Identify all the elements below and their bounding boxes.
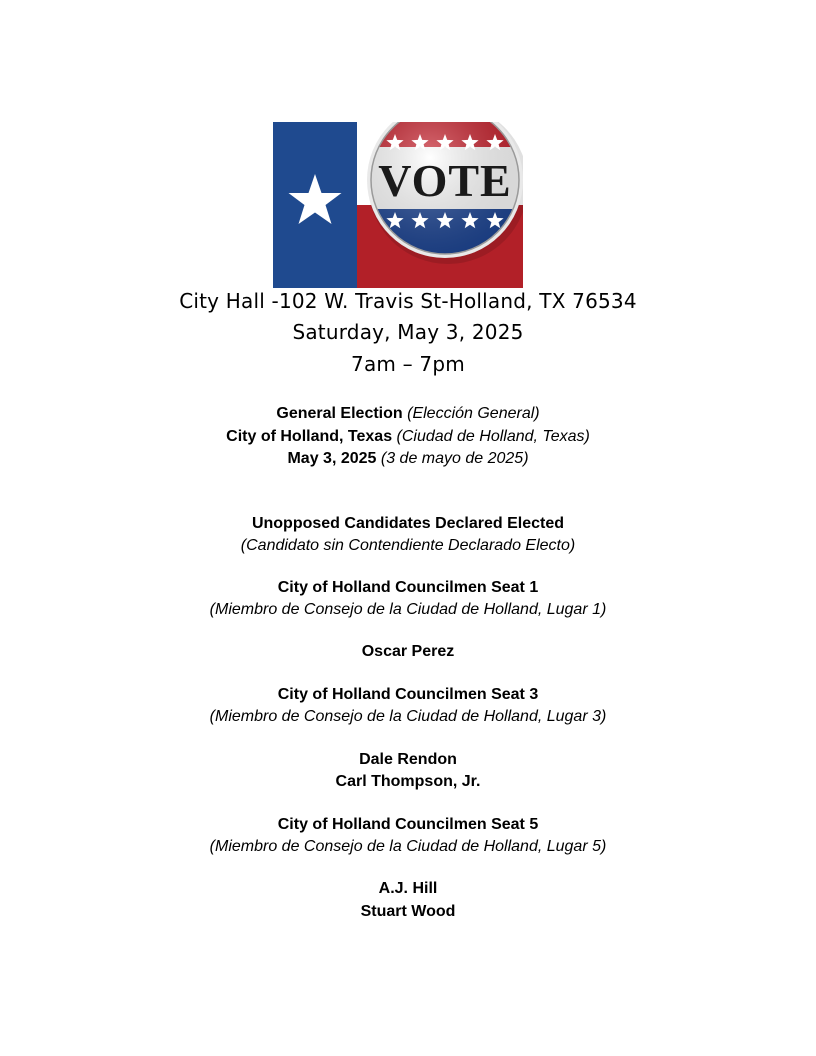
unopposed-title: Unopposed Candidates Declared Elected bbox=[251, 515, 565, 532]
seat-1-candidate: Oscar Perez bbox=[361, 643, 455, 660]
location-address: City Hall -102 W. Travis St-Holland, TX 76534 bbox=[179, 289, 637, 313]
texas-vote-logo bbox=[273, 122, 523, 288]
seat-5-candidate: Stuart Wood bbox=[360, 903, 456, 920]
vote-text: VOTE bbox=[378, 155, 512, 206]
polling-hours: 7am – 7pm bbox=[351, 352, 465, 376]
election-date-es: (3 de mayo de 2025) bbox=[380, 450, 529, 467]
seat-3-candidate: Carl Thompson, Jr. bbox=[335, 773, 481, 790]
city-line bbox=[0, 426, 816, 448]
seat-1-subtitle: (Miembro de Consejo de la Ciudad de Holland, Lugar 1) bbox=[209, 601, 607, 618]
city-name-es: (Ciudad de Holland, Texas) bbox=[396, 428, 590, 445]
election-title-es: (Elección General) bbox=[407, 405, 540, 422]
seat-3-subtitle: (Miembro de Consejo de la Ciudad de Holland, Lugar 3) bbox=[209, 708, 607, 725]
election-title-line bbox=[0, 403, 816, 425]
unopposed-subtitle: (Candidato sin Contendiente Declarado Electo) bbox=[240, 537, 576, 554]
seat-3-title: City of Holland Councilmen Seat 3 bbox=[277, 686, 539, 703]
election-date-line bbox=[0, 448, 816, 470]
seat-5-candidate: A.J. Hill bbox=[378, 880, 438, 897]
city-name: City of Holland, Texas bbox=[226, 428, 393, 445]
election-date: Saturday, May 3, 2025 bbox=[292, 320, 524, 344]
seat-1-title: City of Holland Councilmen Seat 1 bbox=[277, 579, 539, 596]
election-title: General Election bbox=[276, 405, 403, 422]
election-date-text: May 3, 2025 bbox=[287, 450, 377, 467]
seat-5-title: City of Holland Councilmen Seat 5 bbox=[277, 816, 539, 833]
seat-3-candidate: Dale Rendon bbox=[359, 751, 457, 768]
seat-5-subtitle: (Miembro de Consejo de la Ciudad de Holland, Lugar 5) bbox=[209, 838, 607, 855]
